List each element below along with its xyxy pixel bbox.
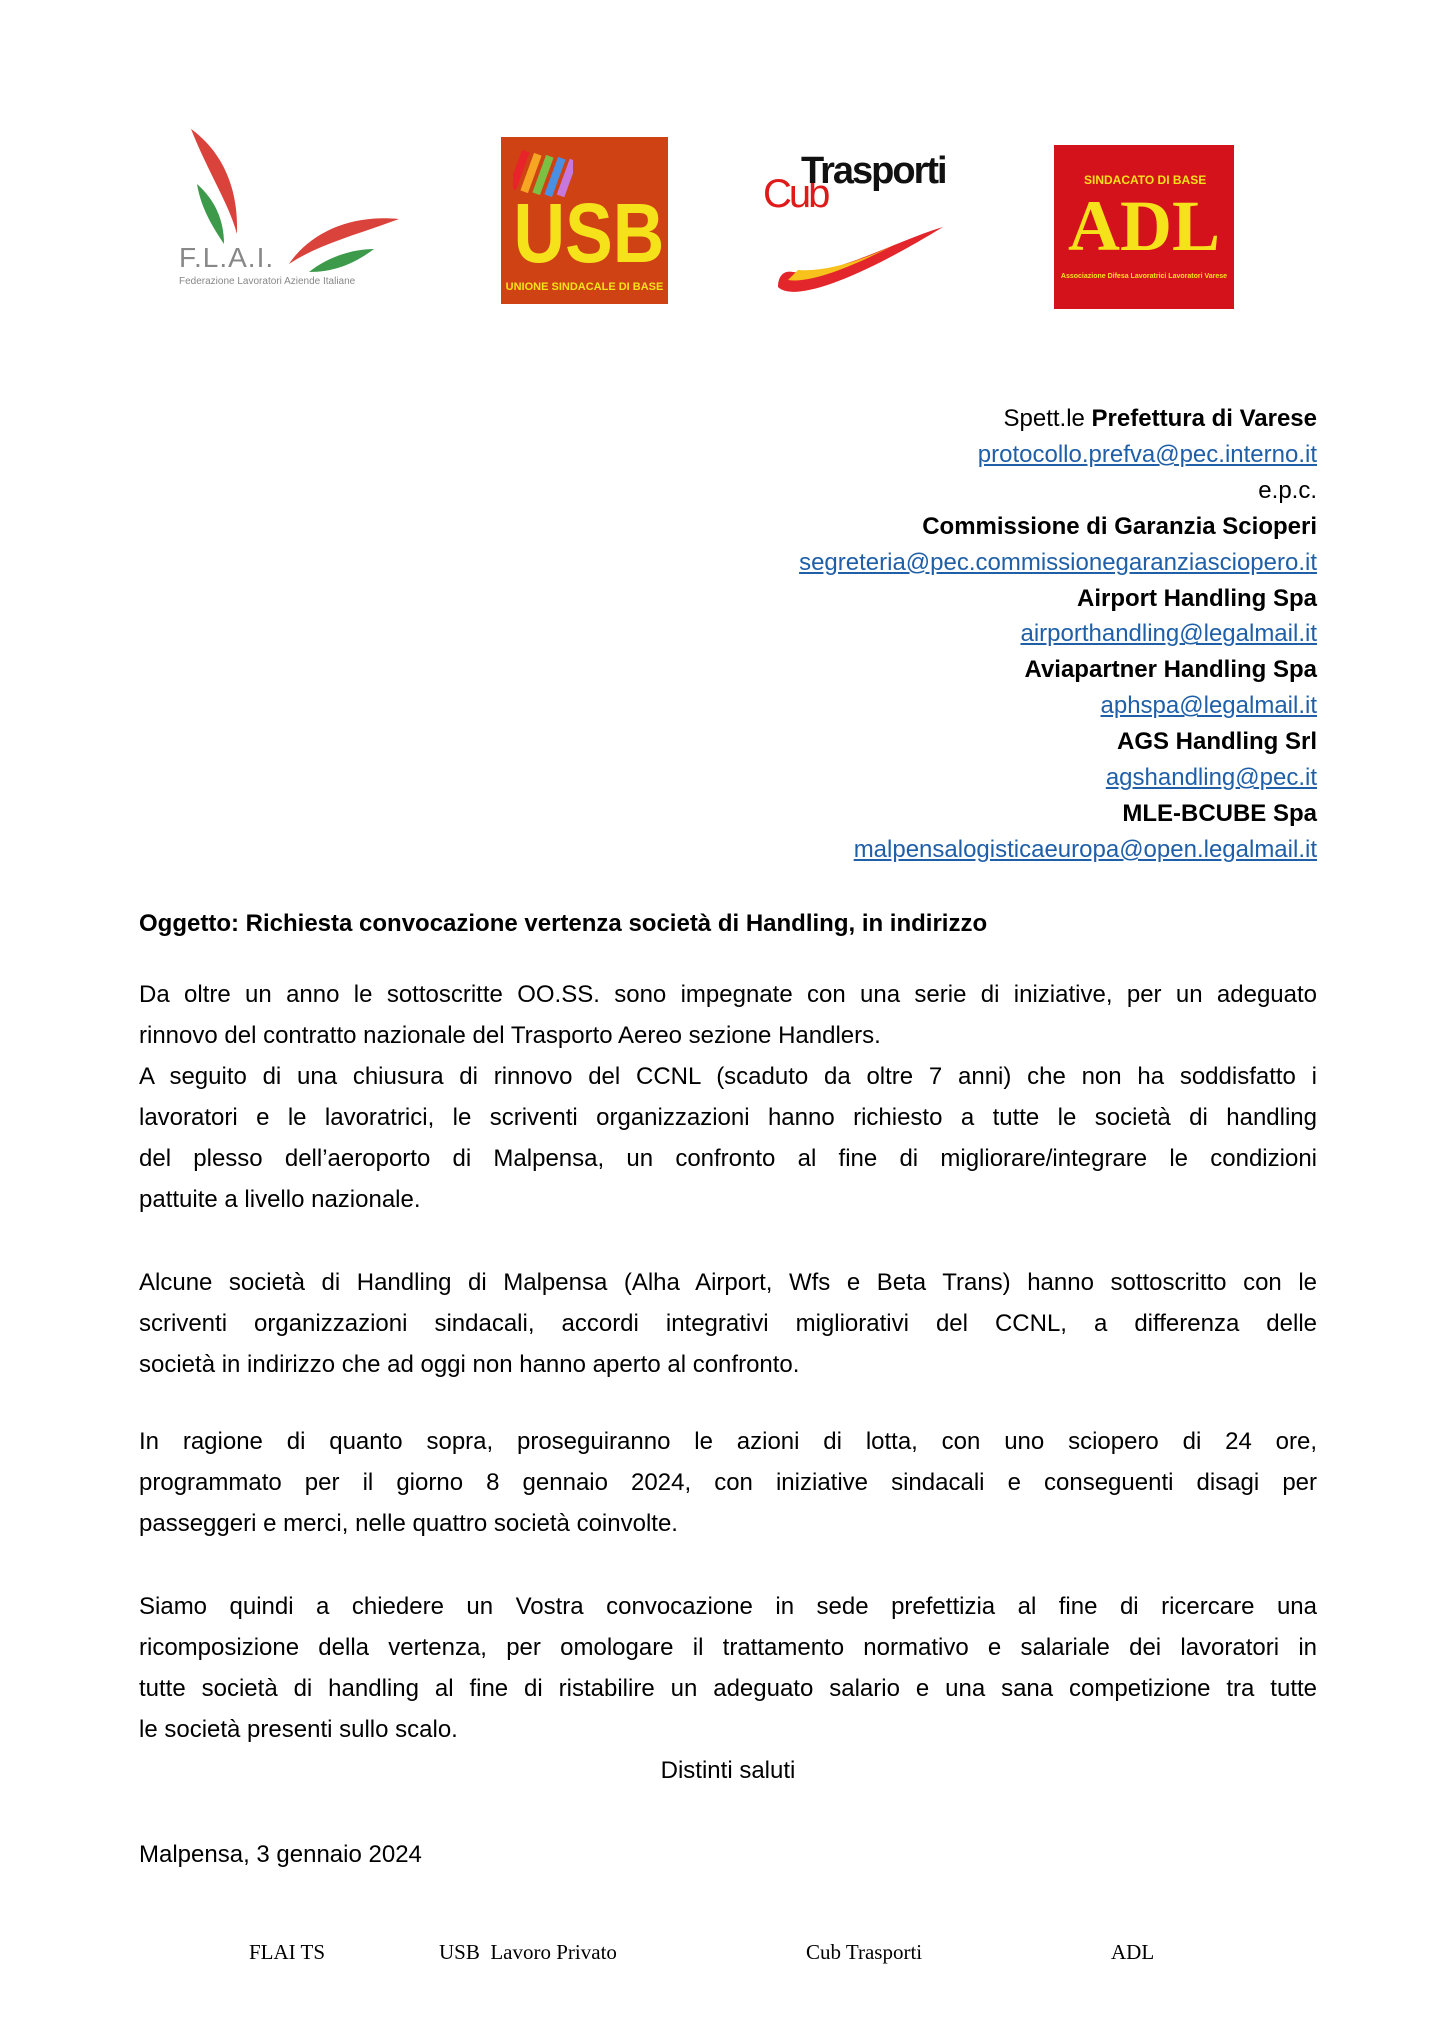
email-link[interactable]: malpensalogisticaeuropa@open.legalmail.it: [853, 835, 1317, 863]
paragraph: [139, 1421, 1317, 1544]
paragraph-line: pattuite a livello nazionale.: [139, 1186, 421, 1213]
adl-logo-name: ADL: [1067, 186, 1220, 266]
usb-logo-subtitle: UNIONE SINDACALE DI BASE: [505, 281, 664, 293]
email-link[interactable]: protocollo.prefva@pec.interno.it: [977, 440, 1317, 468]
paragraph: [139, 1262, 1317, 1385]
email-link[interactable]: aphspa@legalmail.it: [1100, 692, 1317, 720]
recipient-prefettura: [799, 401, 1317, 437]
paragraph-line: passeggeri e merci, nelle quattro società coinvolte.: [139, 1510, 678, 1537]
subject-line: Oggetto: Richiesta convocazione vertenza società di Handling, in indirizzo: [139, 910, 988, 937]
usb-logo: [501, 137, 668, 304]
signature-flai: FLAI TS: [249, 1940, 326, 1964]
paragraph-line: le società presenti sullo scalo.: [139, 1716, 458, 1743]
paragraph: [139, 1586, 1317, 1750]
flai-logo-name: F.L.A.I.: [179, 242, 275, 273]
email-link[interactable]: segreteria@pec.commissionegaranziasciopero.it: [799, 548, 1317, 576]
signature-usb: USB Lavoro Privato: [439, 1940, 617, 1964]
cub-logo-name-b: Trasporti: [801, 150, 946, 192]
recipient-name: Airport Handling Spa: [1077, 584, 1317, 612]
paragraph-line: del plesso dell’aeroporto di Malpensa, un confronto al fine di migliorare/integrare le condizioni: [139, 1145, 1317, 1172]
paragraph-line: scriventi organizzazioni sindacali, accordi integrativi migliorativi del CCNL, a differenza delle: [139, 1310, 1317, 1337]
paragraph-line: Da oltre un anno le sottoscritte OO.SS. sono impegnate con una serie di iniziative, per un adeguato: [139, 981, 1317, 1008]
recipient-name: Aviapartner Handling Spa: [1024, 656, 1317, 684]
salutation-prefix: Spett.le: [1003, 405, 1092, 432]
paragraph-line: programmato per il giorno 8 gennaio 2024, con iniziative sindacali e conseguenti disagi per: [139, 1469, 1317, 1496]
adl-logo-subtitle: Associazione Difesa Lavoratrici Lavoratori Varese: [1060, 273, 1228, 280]
recipient-name: MLE-BCUBE Spa: [1122, 799, 1317, 827]
paragraph-line: Alcune società di Handling di Malpensa (Alha Airport, Wfs e Beta Trans) hanno sottoscritto con le: [139, 1269, 1317, 1296]
email-link[interactable]: agshandling@pec.it: [1105, 764, 1317, 792]
email-link[interactable]: airporthandling@legalmail.it: [1020, 620, 1317, 648]
paragraph: [139, 974, 1317, 1220]
paragraph-line: tutte società di handling al fine di ristabilire un adeguato salario e una sana competizione tra tutte: [139, 1675, 1317, 1702]
epc-label: e.p.c.: [1258, 476, 1317, 504]
flai-logo: [179, 124, 404, 296]
paragraph-line: lavoratori e le lavoratrici, le scriventi organizzazioni hanno richiesto a tutte le società di handling: [139, 1104, 1317, 1131]
paragraph-line: società in indirizzo che ad oggi non hanno aperto al confronto.: [139, 1351, 800, 1378]
flai-logo-subtitle: Federazione Lavoratori Aziende Italiane: [179, 276, 356, 287]
cub-trasporti-logo: [763, 150, 953, 302]
paragraph-line: rinnovo del contratto nazionale del Trasporto Aereo sezione Handlers.: [139, 1022, 881, 1049]
closing: Distinti saluti: [660, 1757, 796, 1784]
cub-logo-name-a: Cub: [763, 172, 828, 216]
place-date: Malpensa, 3 gennaio 2024: [139, 1841, 422, 1868]
paragraph-line: Siamo quindi a chiedere un Vostra convocazione in sede prefettizia al fine di ricercare una: [139, 1593, 1317, 1620]
adl-logo-top: SINDACATO DI BASE: [1084, 173, 1207, 187]
paragraph-line: ricomposizione della vertenza, per omologare il trattamento normativo e salariale dei lavoratori in: [139, 1634, 1317, 1661]
adl-logo: [1054, 145, 1234, 309]
paragraph-line: A seguito di una chiusura di rinnovo del CCNL (scaduto da oltre 7 anni) che non ha soddisfatto i: [139, 1063, 1317, 1090]
usb-logo-name: USB: [513, 186, 665, 280]
recipient-name: Commissione di Garanzia Scioperi: [922, 512, 1317, 540]
recipient-name: AGS Handling Srl: [1116, 728, 1317, 756]
signature-cub: Cub Trasporti: [806, 1940, 923, 1964]
recipients-block: [799, 401, 1317, 868]
recipient-name: Prefettura di Varese: [1091, 405, 1317, 432]
signature-adl: ADL: [1111, 1940, 1155, 1964]
paragraph-line: In ragione di quanto sopra, proseguiranno le azioni di lotta, con uno sciopero di 24 ore,: [139, 1428, 1317, 1455]
